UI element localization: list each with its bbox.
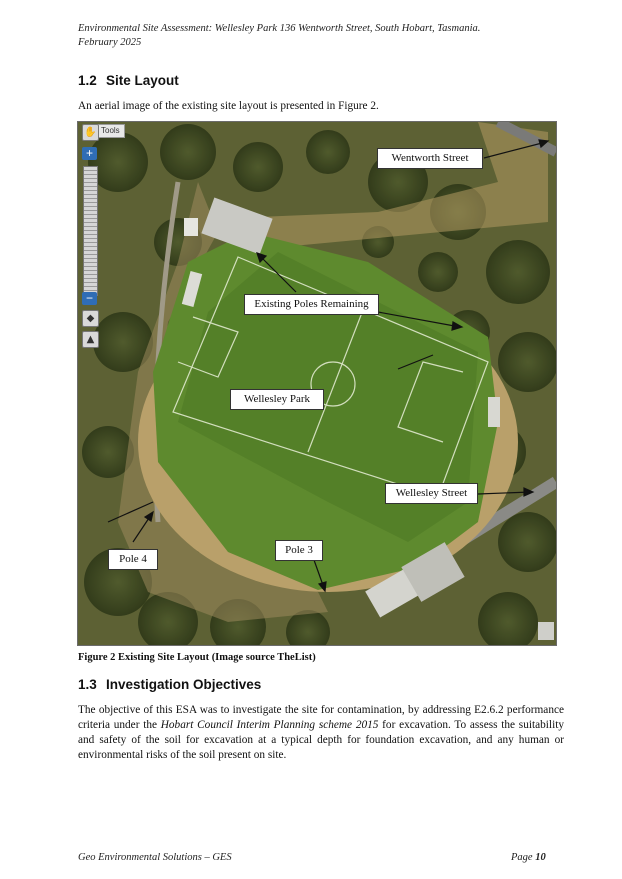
footer-page [511, 852, 546, 863]
figure-caption: Figure 2 Existing Site Layout (Image source TheList) [78, 652, 316, 663]
tasmania-map-icon: ◆ [82, 310, 99, 327]
label-wentworth-street: Wentworth Street [377, 148, 483, 169]
objectives-text-2: for excavation. To assess the suitability and safety of the soil for excavation at a typical depth for foundation excavation, and any human or environmental risks of the soil present on site. [78, 719, 564, 761]
zoom-out-button: − [82, 292, 97, 305]
label-existing-poles: Existing Poles Remaining [244, 294, 379, 315]
map-tools-button: Tools [96, 124, 125, 138]
objectives-text-1: The objective of this ESA was to investigate the site for contamination, by addressing E2.6.2 performance criteria under the [78, 704, 564, 731]
label-wellesley-park: Wellesley Park [230, 389, 324, 410]
zoom-slider-track [83, 166, 98, 296]
footer-company: Geo Environmental Solutions – GES [78, 852, 232, 863]
section-number: 1.2 [78, 73, 97, 88]
pan-hand-icon: ✋ [82, 124, 99, 141]
document-header [78, 22, 548, 50]
planning-scheme-name: Hobart Council Interim Planning scheme 2015 [160, 719, 379, 731]
objectives-paragraph [78, 703, 564, 763]
label-pole-3: Pole 3 [275, 540, 323, 561]
zoom-in-button: + [82, 147, 97, 160]
section-number: 1.3 [78, 677, 97, 692]
section-title: Investigation Objectives [106, 677, 262, 692]
label-wellesley-street: Wellesley Street [385, 483, 478, 504]
page-number: 10 [535, 852, 546, 863]
section-heading-objectives [78, 677, 261, 692]
label-pole-4: Pole 4 [108, 549, 158, 570]
header-date: February 2025 [78, 37, 142, 48]
section-title: Site Layout [106, 73, 179, 88]
site-layout-intro: An aerial image of the existing site layout is presented in Figure 2. [78, 100, 379, 112]
section-heading-site-layout [78, 73, 179, 88]
header-title: Environmental Site Assessment: Wellesley Park 136 Wentworth Street, South Hobart, Tasmania. [78, 23, 481, 34]
north-arrow-icon: ▲ [82, 331, 99, 348]
aerial-site-image [77, 121, 557, 646]
page-label: Page [511, 852, 533, 863]
